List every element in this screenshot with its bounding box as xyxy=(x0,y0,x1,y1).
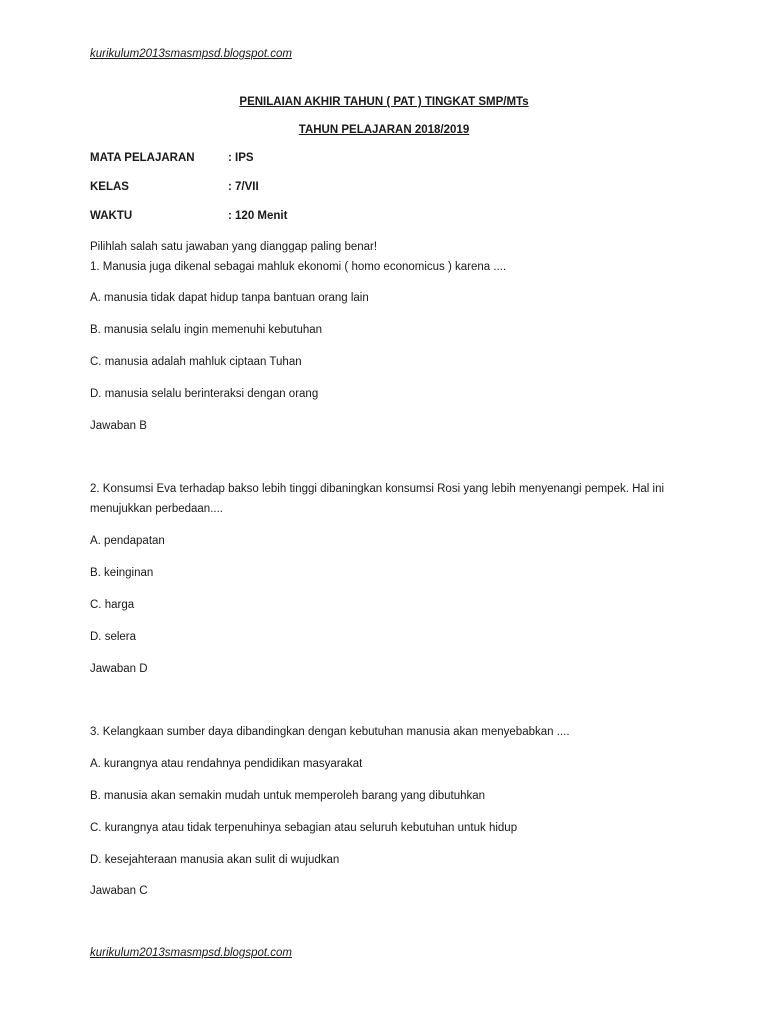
meta-value-time: : 120 Menit xyxy=(228,210,288,222)
exam-year: TAHUN PELAJARAN 2018/2019 xyxy=(298,124,470,136)
question-2-option-c: C. harga xyxy=(90,599,135,611)
question-1-option-a: A. manusia tidak dapat hidup tanpa bantuan orang lain xyxy=(90,292,369,304)
meta-label-subject: MATA PELAJARAN xyxy=(90,152,195,164)
question-2-option-d: D. selera xyxy=(90,631,137,643)
question-3-option-d: D. kesejahteraan manusia akan sulit di wujudkan xyxy=(90,854,340,866)
header-link[interactable]: kurikulum2013smasmpsd.blogspot.com xyxy=(90,48,292,60)
question-2-option-b: B. keinginan xyxy=(90,567,154,579)
question-1-option-c: C. manusia adalah mahluk ciptaan Tuhan xyxy=(90,356,302,368)
meta-value-subject: : IPS xyxy=(228,152,254,164)
meta-label-class: KELAS xyxy=(90,181,129,193)
question-3-option-c: C. kurangnya atau tidak terpenuhinya sebagian atau seluruh kebutuhan untuk hidup xyxy=(90,822,518,834)
question-3-option-a: A. kurangnya atau rendahnya pendidikan masyarakat xyxy=(90,758,363,770)
question-3-answer: Jawaban C xyxy=(90,885,148,897)
question-3-option-b: B. manusia akan semakin mudah untuk memperoleh barang yang dibutuhkan xyxy=(90,790,486,802)
question-1-text: 1. Manusia juga dikenal sebagai mahluk ekonomi ( homo economicus ) karena .... xyxy=(90,261,507,273)
footer-link[interactable]: kurikulum2013smasmpsd.blogspot.com xyxy=(90,947,292,959)
question-2-option-a: A. pendapatan xyxy=(90,535,165,547)
question-1-option-d: D. manusia selalu berinteraksi dengan orang xyxy=(90,388,319,400)
question-3-text: 3. Kelangkaan sumber daya dibandingkan dengan kebutuhan manusia akan menyebabkan .... xyxy=(90,726,570,738)
question-2-answer: Jawaban D xyxy=(90,663,148,675)
meta-value-class: : 7/VII xyxy=(228,181,259,193)
question-1-option-b: B. manusia selalu ingin memenuhi kebutuhan xyxy=(90,324,323,336)
question-2-text: 2. Konsumsi Eva terhadap bakso lebih tinggi dibaningkan konsumsi Rosi yang lebih menyenangi pempek. Hal ini menujukkan perbedaan.... xyxy=(90,483,665,515)
meta-label-time: WAKTU xyxy=(90,210,133,222)
exam-title: PENILAIAN AKHIR TAHUN ( PAT ) TINGKAT SMP/MTs xyxy=(239,96,529,108)
instruction: Pilihlah salah satu jawaban yang dianggap paling benar! xyxy=(90,241,378,253)
question-1-answer: Jawaban B xyxy=(90,420,147,432)
